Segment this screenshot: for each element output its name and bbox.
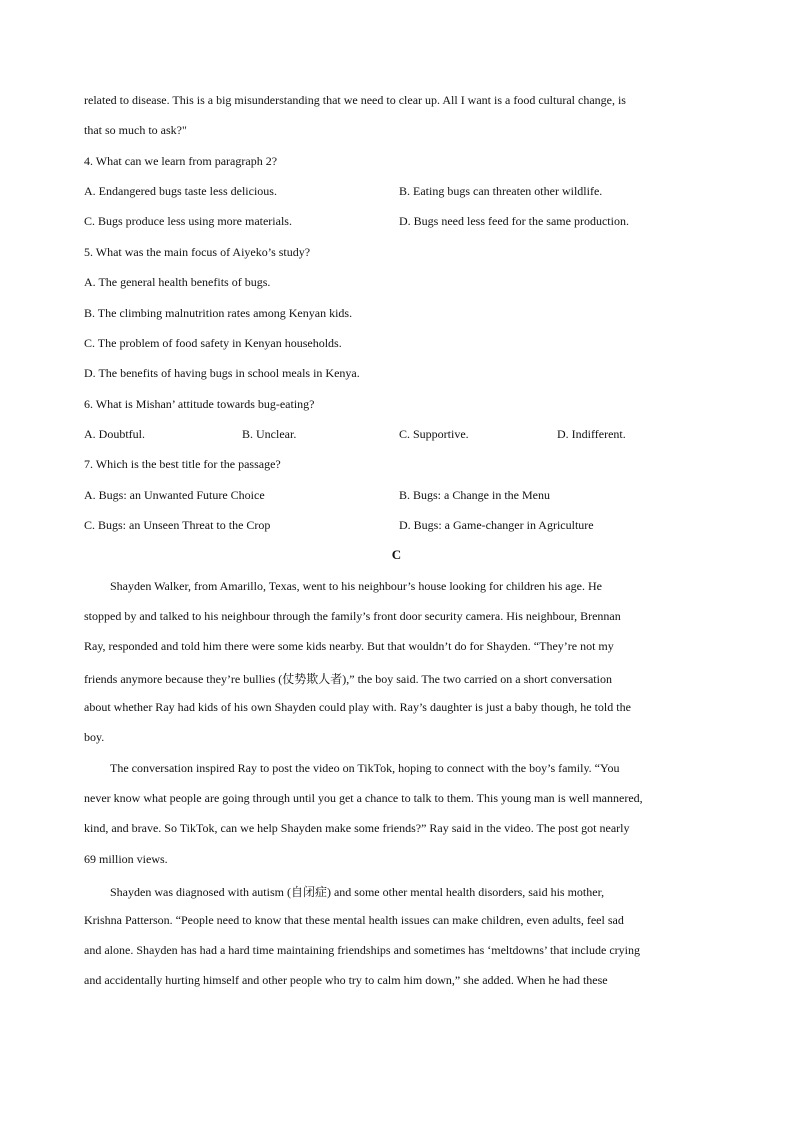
q6-option-a: A. Doubtful. [84,427,145,441]
passage-line: Shayden was diagnosed with autism (自闭症) and some other mental health disorders, said his mother, [110,885,605,899]
q5-option-b: B. The climbing malnutrition rates among Kenyan kids. [84,306,353,320]
q6-option-b: B. Unclear. [242,427,297,441]
passage-line: Shayden Walker, from Amarillo, Texas, went to his neighbour’s house looking for children his age. He [110,579,602,593]
question-6: 6. What is Mishan’ attitude towards bug-eating? [84,397,315,411]
passage-line: Krishna Patterson. “People need to know that these mental health issues can make children, even adults, feel sad [84,913,624,927]
q4-option-c: C. Bugs produce less using more materials. [84,214,292,228]
q7-option-d: D. Bugs: a Game-changer in Agriculture [399,518,594,532]
q4-option-b: B. Eating bugs can threaten other wildlife. [399,184,603,198]
text-line: that so much to ask?" [84,123,187,137]
q6-option-d: D. Indifferent. [557,427,626,441]
passage-line: Ray, responded and told him there were some kids nearby. But that wouldn’t do for Shayden. “They’re not my [84,639,614,653]
q7-option-b: B. Bugs: a Change in the Menu [399,488,550,502]
passage-line: never know what people are going through until you get a chance to talk to them. This young man is well mannered, [84,791,643,805]
passage-line: 69 million views. [84,852,168,866]
q7-option-a: A. Bugs: an Unwanted Future Choice [84,488,265,502]
passage-line: about whether Ray had kids of his own Shayden could play with. Ray’s daughter is just a baby though, he told the [84,700,631,714]
question-5: 5. What was the main focus of Aiyeko’s study? [84,245,311,259]
q7-option-c: C. Bugs: an Unseen Threat to the Crop [84,518,271,532]
passage-line: and alone. Shayden has had a hard time maintaining friendships and sometimes has ‘meltdowns’ that include crying [84,943,640,957]
q6-option-c: C. Supportive. [399,427,469,441]
passage-line: friends anymore because they’re bullies (仗势欺人者),” the boy said. The two carried on a short conversation [84,672,612,686]
passage-line: The conversation inspired Ray to post the video on TikTok, hoping to connect with the boy’s family. “You [110,761,620,775]
q5-option-c: C. The problem of food safety in Kenyan households. [84,336,342,350]
passage-line: boy. [84,730,105,744]
question-4: 4. What can we learn from paragraph 2? [84,154,278,168]
q5-option-a: A. The general health benefits of bugs. [84,275,271,289]
q4-option-a: A. Endangered bugs taste less delicious. [84,184,277,198]
question-7: 7. Which is the best title for the passage? [84,457,281,471]
q5-option-d: D. The benefits of having bugs in school meals in Kenya. [84,366,360,380]
q4-option-d: D. Bugs need less feed for the same production. [399,214,629,228]
text-line: related to disease. This is a big misunderstanding that we need to clear up. All I want is a food cultural change, is [84,93,626,107]
section-heading: C [391,547,402,562]
passage-line: and accidentally hurting himself and other people who try to calm him down,” she added. When he had these [84,973,608,987]
passage-line: kind, and brave. So TikTok, can we help Shayden make some friends?” Ray said in the video. The post got nearly [84,821,630,835]
passage-line: stopped by and talked to his neighbour through the family’s front door security camera. His neighbour, Brennan [84,609,621,623]
